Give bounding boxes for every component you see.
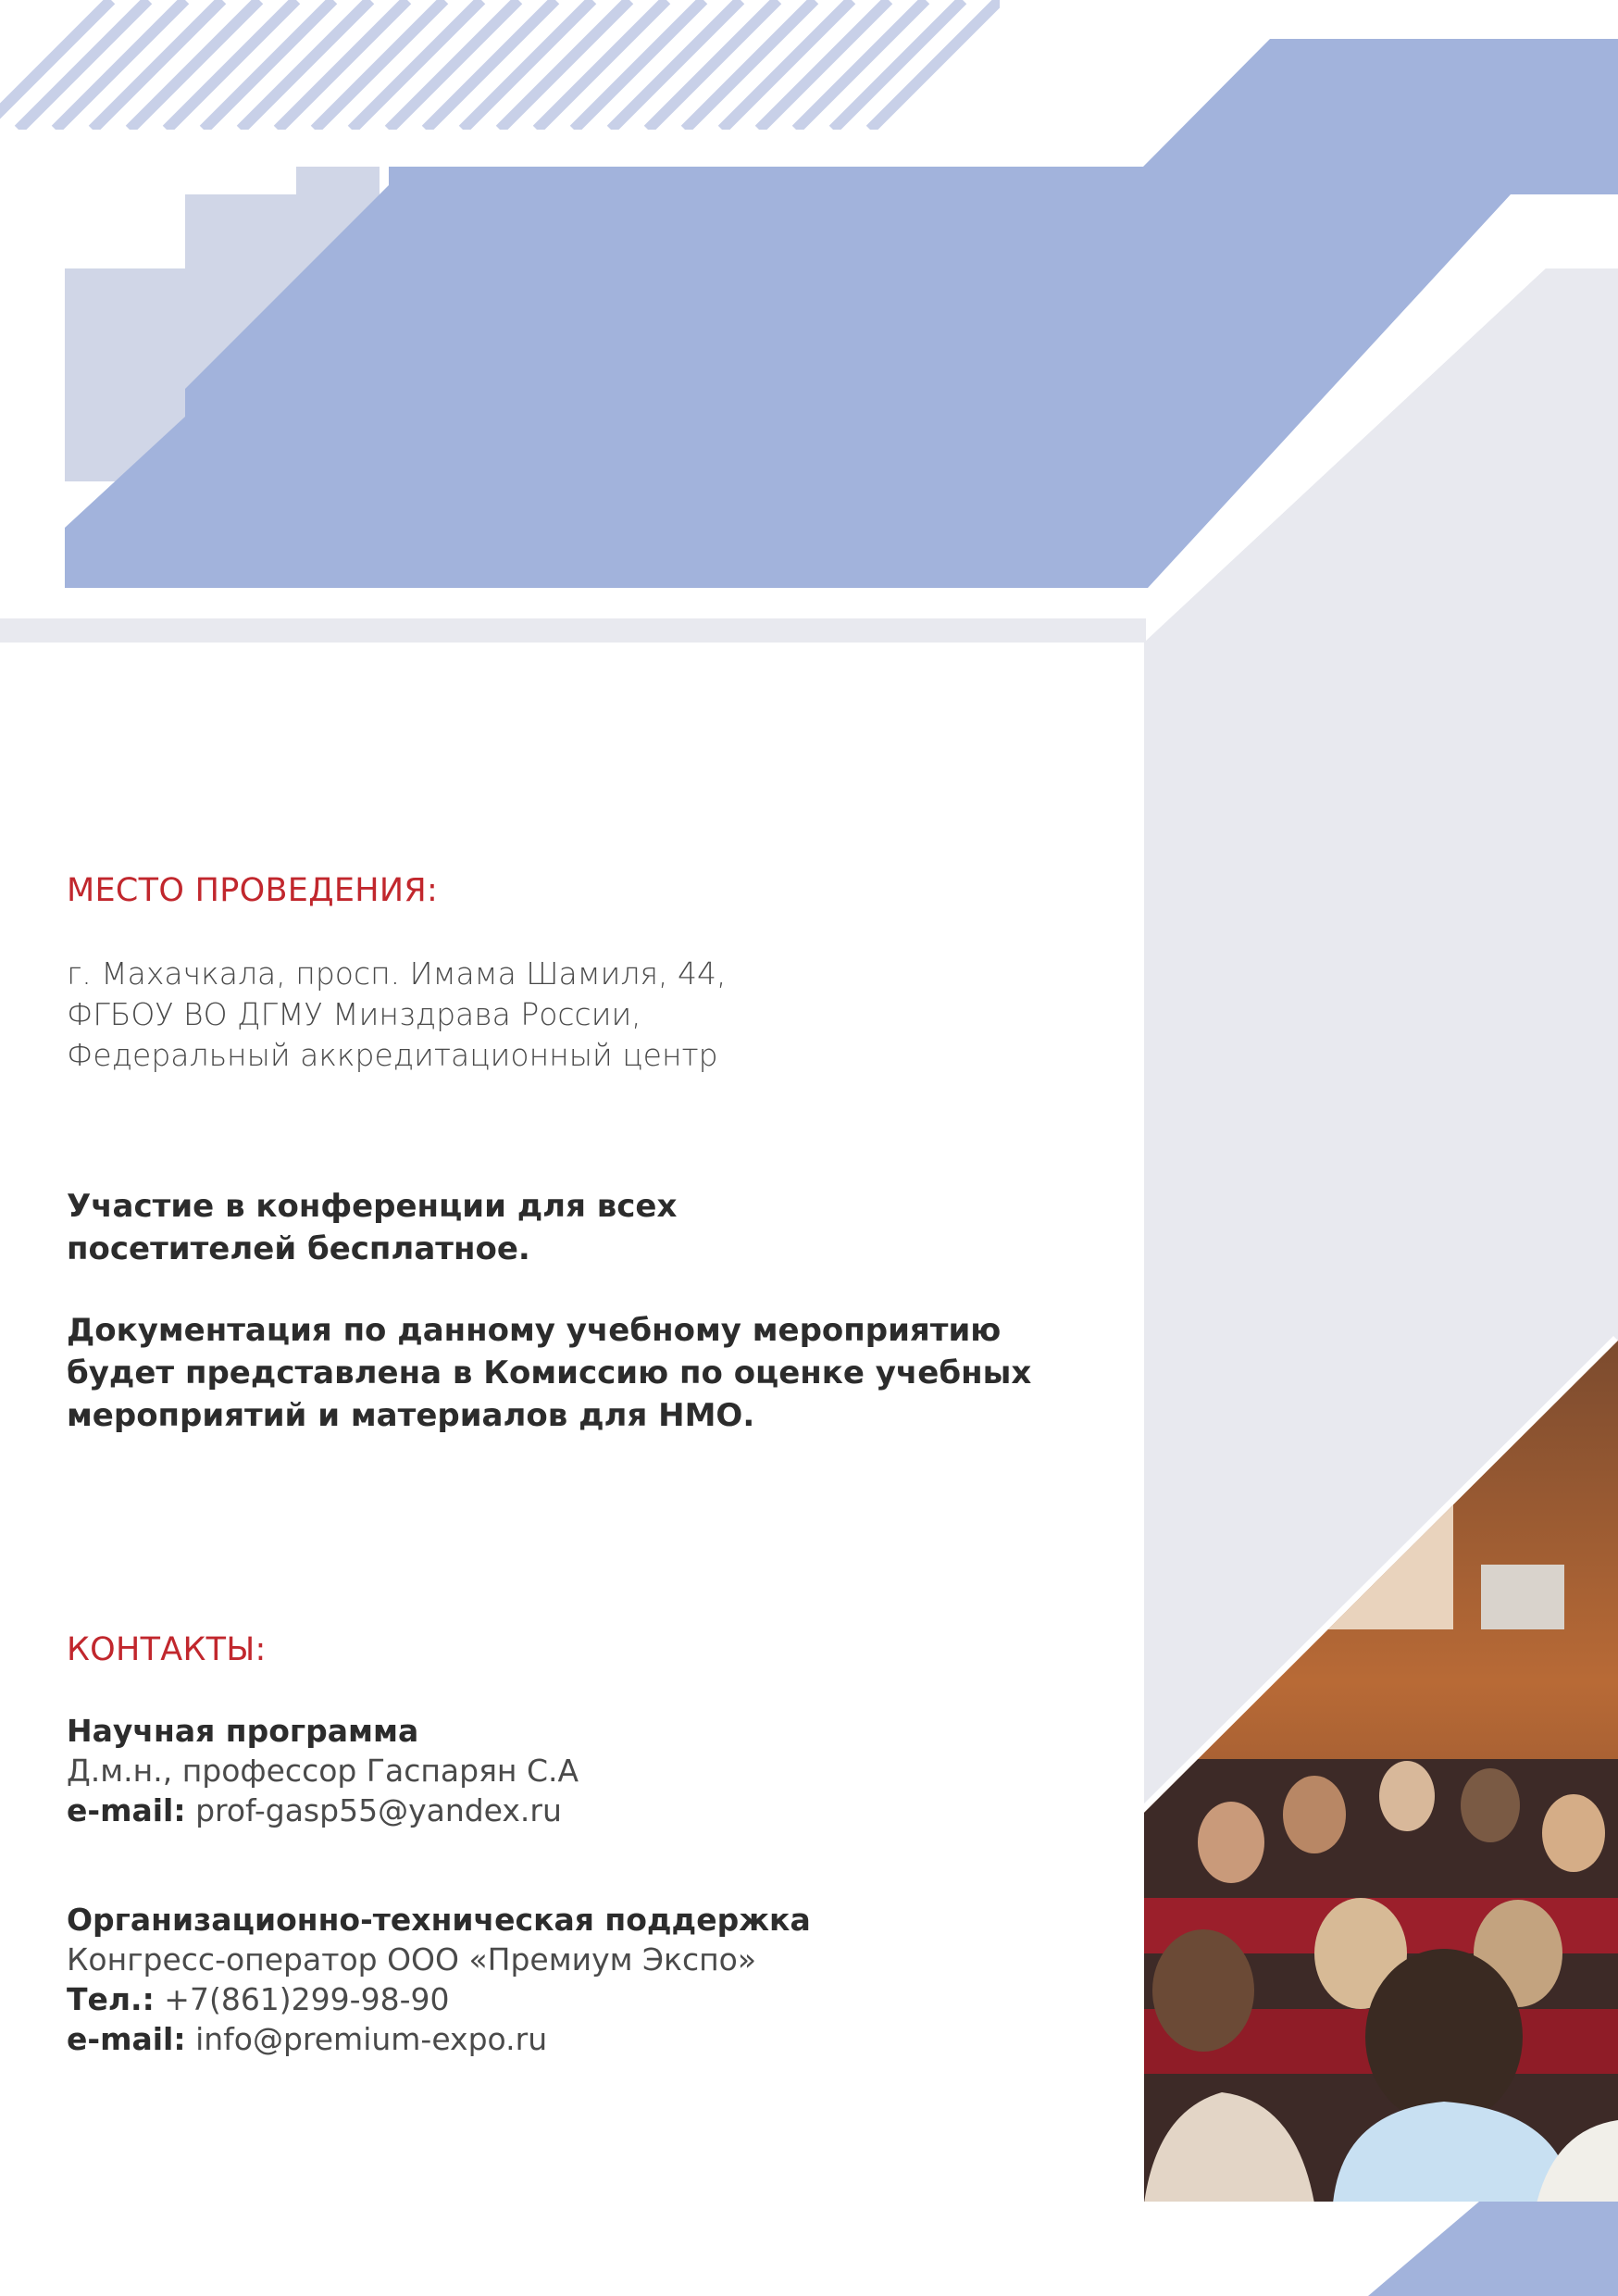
support-title: Организационно-техническая поддержка <box>67 1902 811 1938</box>
divider-bar <box>0 618 1146 643</box>
documentation-line: мероприятий и материалов для НМО. <box>67 1397 755 1434</box>
support-email-link[interactable]: info@premium-expo.ru <box>195 2021 548 2057</box>
support-phone-row <box>67 1979 811 2019</box>
phone-label: Тел.: <box>67 1981 155 2017</box>
email-label: e-mail: <box>67 1792 186 1828</box>
support-phone-link[interactable]: +7(861)299-98-90 <box>164 1981 450 2017</box>
bottom-blue-corner <box>1368 2202 1618 2296</box>
venue-line: г. Махачкала, просп. Имама Шамиля, 44, <box>67 955 727 992</box>
support-company: Конгресс-оператор ООО «Премиум Экспо» <box>67 1941 757 1978</box>
science-email-row <box>67 1791 579 1830</box>
documentation-note <box>67 1309 1031 1437</box>
venue-line: ФГБОУ ВО ДГМУ Минздрава России, <box>67 996 641 1032</box>
support-email-row <box>67 2019 811 2059</box>
science-person: Д.м.н., профессор Гаспарян С.А <box>67 1753 579 1789</box>
participation-line: Участие в конференции для всех <box>67 1188 678 1225</box>
science-title: Научная программа <box>67 1713 419 1749</box>
science-email-link[interactable]: prof-gasp55@yandex.ru <box>195 1792 562 1828</box>
venue-line: Федеральный аккредитационный центр <box>67 1037 718 1073</box>
venue-address <box>67 954 726 1076</box>
support-contact <box>67 1900 811 2059</box>
participation-note <box>67 1185 677 1270</box>
contacts-heading: КОНТАКТЫ: <box>67 1631 267 1668</box>
participation-line: посетителей бесплатное. <box>67 1230 530 1267</box>
venue-heading: МЕСТО ПРОВЕДЕНИЯ: <box>67 872 439 909</box>
science-contact <box>67 1711 579 1830</box>
stripe-pattern <box>0 0 1000 130</box>
email-label: e-mail: <box>67 2021 186 2057</box>
documentation-line: будет представлена в Комиссию по оценке учебных <box>67 1354 1032 1391</box>
documentation-line: Документация по данному учебному мероприятию <box>67 1312 1002 1349</box>
